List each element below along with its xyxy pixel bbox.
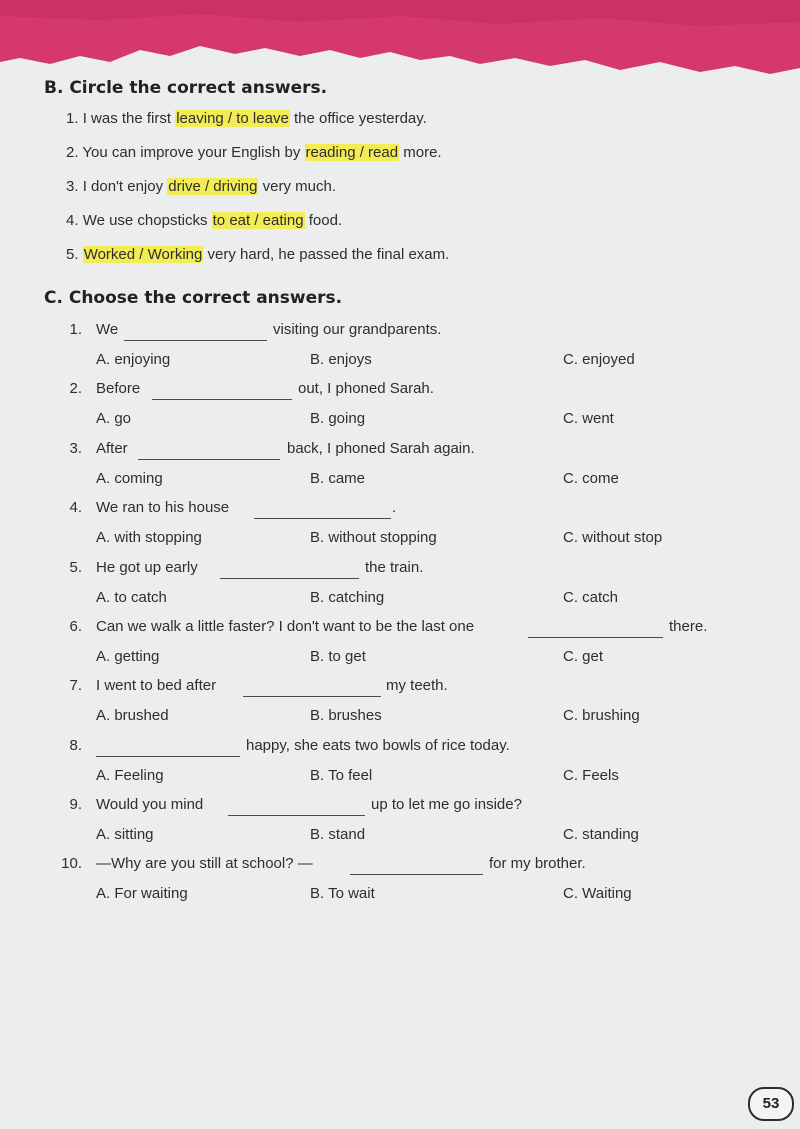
question-text-after: the train.	[365, 559, 424, 576]
question-number: 3.	[69, 440, 82, 457]
decorative-banner	[0, 0, 800, 90]
item-num: 1.	[66, 110, 79, 127]
option-c[interactable]: C. enjoyed	[563, 351, 635, 368]
question-text-before: We ran to his house	[96, 499, 230, 516]
item-before: I was the first	[82, 110, 176, 127]
item-before: I don't enjoy	[82, 178, 168, 195]
option-b[interactable]: B. To wait	[310, 885, 375, 902]
question-text-before: After	[96, 440, 128, 457]
option-c[interactable]: C. brushing	[563, 707, 640, 724]
answer-blank[interactable]	[254, 518, 391, 519]
item-after: very much.	[258, 178, 337, 195]
option-b[interactable]: B. came	[310, 470, 366, 487]
question-text-before: He got up early	[96, 559, 198, 576]
option-a[interactable]: A. coming	[96, 470, 163, 487]
option-c[interactable]: C. Waiting	[563, 885, 632, 902]
option-b[interactable]: B. going	[310, 410, 366, 427]
option-a[interactable]: A. brushed	[96, 707, 169, 724]
item-after: the office yesterday.	[289, 110, 427, 127]
answer-blank[interactable]	[528, 637, 663, 638]
section-b-item	[66, 178, 336, 195]
option-b[interactable]: B. enjoys	[310, 351, 372, 368]
item-num: 5.	[66, 246, 79, 263]
question-text-after: up to let me go inside?	[371, 796, 522, 813]
answer-blank[interactable]	[350, 874, 483, 875]
option-b[interactable]: B. without stopping	[310, 529, 437, 546]
question-text-after: for my brother.	[489, 855, 586, 872]
option-c[interactable]: C. standing	[563, 826, 639, 843]
section-b-item	[66, 110, 427, 127]
question-number: 9.	[69, 796, 82, 813]
question-text-before: Would you mind	[96, 796, 204, 813]
question-text-before: I went to bed after	[96, 677, 217, 694]
answer-blank[interactable]	[243, 696, 381, 697]
option-a[interactable]: A. go	[96, 410, 132, 427]
question-number: 6.	[69, 618, 82, 635]
answer-blank[interactable]	[228, 815, 365, 816]
option-a[interactable]: A. sitting	[96, 826, 154, 843]
question-text-before: Before	[96, 380, 141, 397]
question-number: 8.	[69, 737, 82, 754]
question-text-after: back, I phoned Sarah again.	[287, 440, 475, 457]
item-num: 4.	[66, 212, 79, 229]
option-c[interactable]: C. get	[563, 648, 604, 665]
question-text-after: out, I phoned Sarah.	[298, 380, 434, 397]
item-before: We use chopsticks	[82, 212, 212, 229]
question-text-after: visiting our grandparents.	[273, 321, 442, 338]
option-a[interactable]: A. Feeling	[96, 767, 164, 784]
item-before: You can improve your English by	[82, 144, 305, 161]
option-c[interactable]: C. without stop	[563, 529, 663, 546]
answer-choices[interactable]: Worked / Working	[83, 246, 203, 263]
option-a[interactable]: A. with stopping	[96, 529, 202, 546]
section-b-title: B. Circle the correct answers.	[44, 78, 328, 98]
answer-choices[interactable]: leaving / to leave	[176, 110, 289, 127]
answer-blank[interactable]	[96, 756, 240, 757]
section-c-title: C. Choose the correct answers.	[44, 288, 343, 308]
question-text-before: We	[96, 321, 119, 338]
option-a[interactable]: A. enjoying	[96, 351, 171, 368]
question-number: 7.	[69, 677, 82, 694]
option-c[interactable]: C. catch	[563, 589, 619, 606]
option-b[interactable]: B. to get	[310, 648, 366, 665]
option-c[interactable]: C. Feels	[563, 767, 619, 784]
question-text-after: my teeth.	[386, 677, 448, 694]
option-c[interactable]: C. come	[563, 470, 619, 487]
option-c[interactable]: C. went	[563, 410, 614, 427]
question-number: 1.	[69, 321, 82, 338]
item-after: more.	[399, 144, 442, 161]
question-text-after: .	[392, 499, 397, 516]
option-b[interactable]: B. catching	[310, 589, 385, 606]
option-a[interactable]: A. to catch	[96, 589, 167, 606]
question-number: 2.	[69, 380, 82, 397]
answer-blank[interactable]	[138, 459, 280, 460]
question-number: 10.	[61, 855, 82, 872]
answer-choices[interactable]: reading / read	[305, 144, 399, 161]
answer-blank[interactable]	[220, 578, 359, 579]
answer-choices[interactable]: to eat / eating	[212, 212, 304, 229]
question-text-before: Can we walk a little faster? I don't want to be the last one	[96, 618, 475, 635]
item-num: 2.	[66, 144, 79, 161]
option-a[interactable]: A. For waiting	[96, 885, 188, 902]
option-a[interactable]: A. getting	[96, 648, 160, 665]
item-after: very hard, he passed the final exam.	[203, 246, 450, 263]
section-b-item	[66, 144, 442, 161]
option-b[interactable]: B. To feel	[310, 767, 373, 784]
option-b[interactable]: B. stand	[310, 826, 366, 843]
answer-blank[interactable]	[124, 340, 267, 341]
question-number: 4.	[69, 499, 82, 516]
section-b-item	[66, 246, 449, 263]
answer-blank[interactable]	[152, 399, 292, 400]
question-text-before: —Why are you still at school? —	[96, 855, 313, 872]
option-b[interactable]: B. brushes	[310, 707, 382, 724]
question-number: 5.	[69, 559, 82, 576]
answer-choices[interactable]: drive / driving	[168, 178, 258, 195]
page-number: 53	[748, 1087, 794, 1121]
section-b-item	[66, 212, 342, 229]
question-text-after: happy, she eats two bowls of rice today.	[246, 737, 510, 754]
item-after: food.	[304, 212, 343, 229]
item-num: 3.	[66, 178, 79, 195]
question-text-after: there.	[669, 618, 708, 635]
